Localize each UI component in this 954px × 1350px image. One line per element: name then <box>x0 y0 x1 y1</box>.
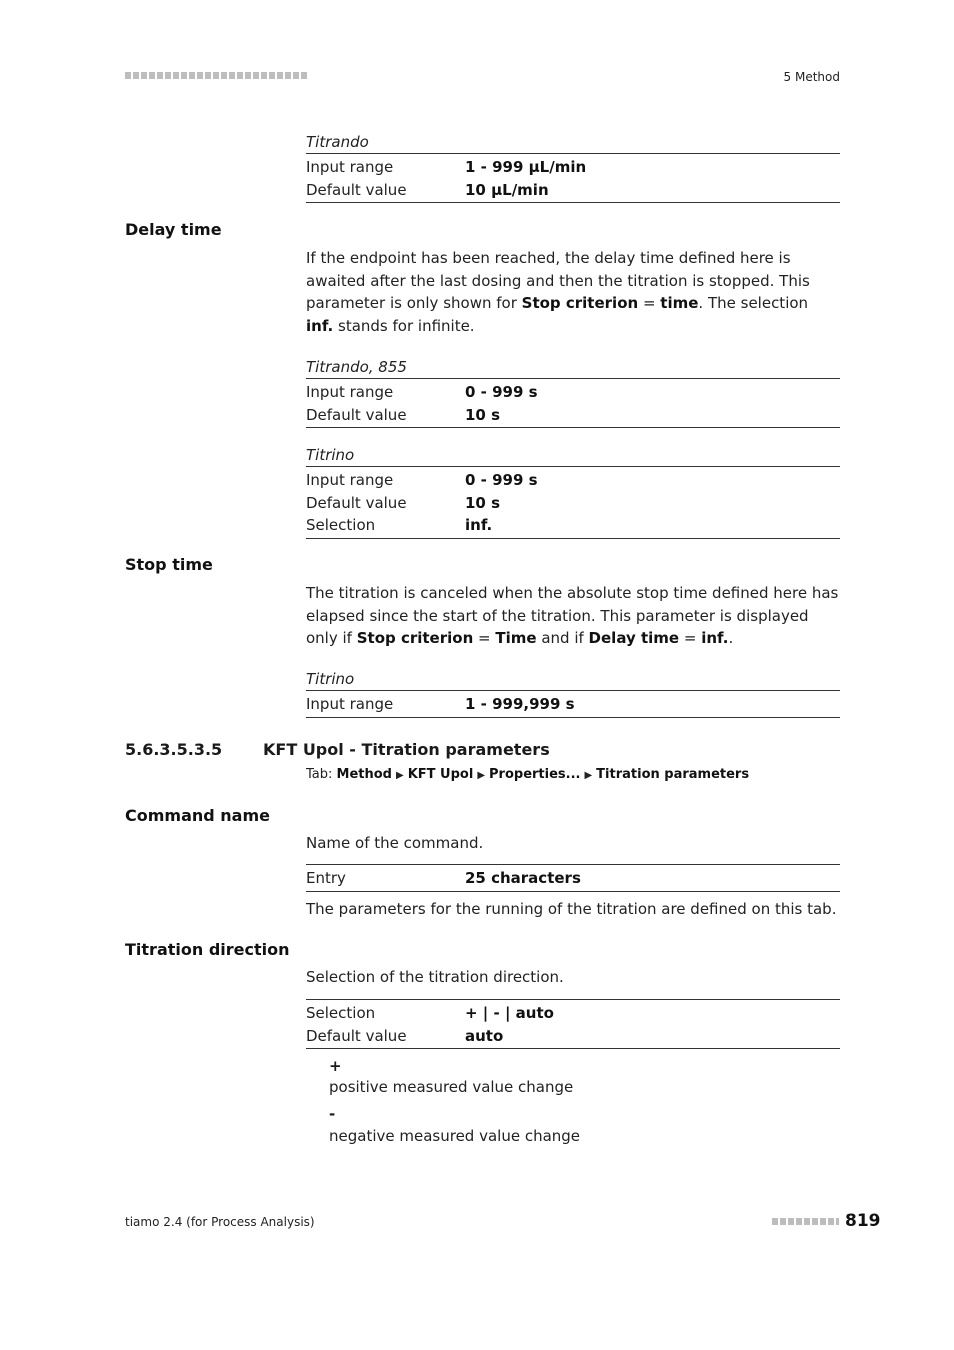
table-caption: Titrino <box>306 670 355 688</box>
table-caption: Titrando, 855 <box>306 358 407 376</box>
titration-direction-heading: Titration direction <box>125 940 290 959</box>
page-number: 819 <box>845 1211 881 1231</box>
titration-direction-description: Selection of the titration direction. <box>306 968 564 986</box>
table-row: Input range 1 - 999 µL/min <box>306 158 587 176</box>
command-name-table <box>306 864 840 892</box>
section-title: KFT Upol - Titration parameters <box>263 740 550 759</box>
stop-time-titrino-table <box>306 668 840 718</box>
table-row: Default value 10 µL/min <box>306 180 549 199</box>
table-row: Default value 10 s <box>306 493 501 512</box>
table-row: Input range 0 - 999 s <box>306 471 538 489</box>
table-caption: Titrino <box>306 446 355 464</box>
table-row: Input range 0 - 999 s <box>306 383 538 401</box>
arrow-icon: ▶ <box>584 770 593 781</box>
command-name-heading: Command name <box>125 806 270 825</box>
option-symbol: - <box>329 1105 336 1123</box>
stop-time-heading: Stop time <box>125 555 213 574</box>
option-description: positive measured value change <box>329 1078 574 1096</box>
table-row: Default value 10 s <box>306 405 501 424</box>
footer-product: tiamo 2.4 (for Process Analysis) <box>125 1215 315 1229</box>
delay-time-titrando-table <box>306 356 840 428</box>
table-row: Input range 1 - 999,999 s <box>306 695 575 713</box>
table-row: Entry 25 characters <box>306 869 581 887</box>
table-row: Selection + | - | auto <box>306 1004 554 1022</box>
header-decoration <box>125 72 307 79</box>
arrow-icon: ▶ <box>477 770 486 781</box>
arrow-icon: ▶ <box>396 770 404 781</box>
delay-time-description: If the endpoint has been reached, the delay time defined here is awaited after the last dosing and then the titration is stopped. This parameter is only shown for Stop criterion = time. The selection inf. stands for infinite. <box>306 249 810 335</box>
tab-description: The parameters for the running of the titration are defined on this tab. <box>306 900 837 918</box>
tab-path: Tab: Method ▶ KFT Upol ▶ Properties... ▶ Titration parameters <box>306 767 750 782</box>
titration-direction-table <box>306 999 840 1049</box>
delay-time-heading: Delay time <box>125 220 222 239</box>
chapter-label: 5 Method <box>783 70 840 84</box>
table-row: Selection inf. <box>306 516 493 534</box>
footer-decoration <box>772 1218 839 1225</box>
stop-time-description: The titration is canceled when the absolute stop time defined here has elapsed since the start of the titration. This parameter is displayed only if Stop criterion = Time and if Delay time = inf.. <box>306 584 839 647</box>
titrando-rate-table <box>306 131 840 203</box>
delay-time-titrino-table <box>306 444 840 539</box>
option-description: negative measured value change <box>329 1127 581 1145</box>
section-number: 5.6.3.5.3.5 <box>125 740 223 759</box>
option-symbol: + <box>329 1057 342 1075</box>
table-row: Default value auto <box>306 1026 504 1045</box>
table-caption: Titrando <box>306 133 369 151</box>
command-name-description: Name of the command. <box>306 834 484 852</box>
